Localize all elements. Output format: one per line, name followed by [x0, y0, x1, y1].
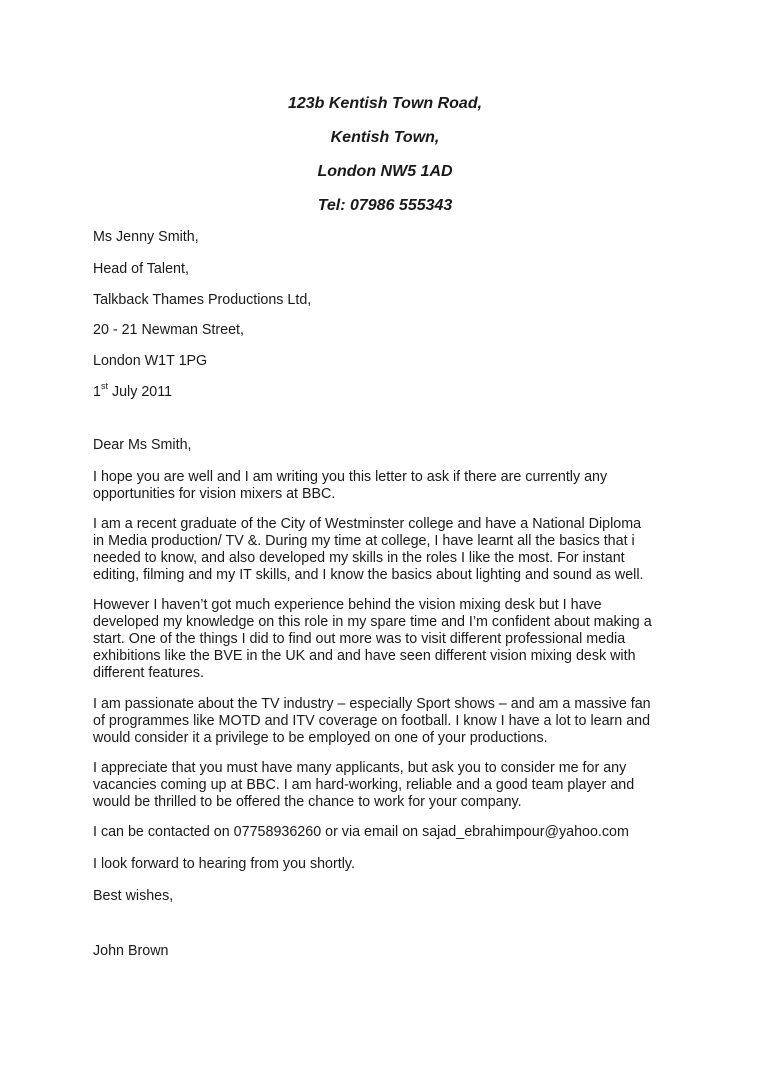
paragraph-line: would be thrilled to be offered the chance to work for your company.: [93, 794, 522, 810]
letter-date: [93, 381, 173, 401]
sender-address-tel: Tel: 07986 555343: [317, 197, 453, 214]
body-paragraph-1: [93, 469, 683, 503]
date-suffix: st: [100, 381, 108, 392]
recipient-title: Head of Talent,: [93, 261, 189, 277]
body-paragraph-3: [93, 597, 683, 682]
body-paragraph-5: [93, 760, 683, 811]
closing: Best wishes,: [93, 888, 174, 904]
paragraph-line: developed my knowledge on this role in my spare time and I’m confident about making a: [93, 614, 652, 630]
paragraph-line: I appreciate that you must have many applicants, but ask you to consider me for any: [93, 760, 627, 776]
paragraph-line: start. One of the things I did to find out more was to visit different professional media: [93, 631, 626, 647]
recipient-company: Talkback Thames Productions Ltd,: [93, 292, 312, 308]
body-paragraph-closing: [93, 856, 683, 873]
recipient-street: 20 - 21 Newman Street,: [93, 322, 244, 338]
paragraph-line: exhibitions like the BVE in the UK and and have seen different vision mixing desk with: [93, 648, 636, 664]
paragraph-line: different features.: [93, 665, 205, 681]
date-rest: July 2011: [107, 384, 173, 400]
recipient-city: London W1T 1PG: [93, 353, 208, 369]
body-paragraph-contact: [93, 824, 683, 841]
paragraph-line: I am a recent graduate of the City of Westminster college and have a National Diploma: [93, 516, 642, 532]
paragraph-line: I look forward to hearing from you shortly.: [93, 856, 355, 872]
body-paragraph-4: [93, 696, 683, 747]
body-paragraph-2: [93, 516, 683, 584]
salutation: Dear Ms Smith,: [93, 437, 192, 453]
paragraph-line: vacancies coming up at BBC. I am hard-working, reliable and a good team player and: [93, 777, 635, 793]
recipient-name: Ms Jenny Smith,: [93, 229, 199, 245]
paragraph-line: I can be contacted on 07758936260 or via email on sajad_ebrahimpour@yahoo.com: [93, 824, 629, 840]
paragraph-line: I hope you are well and I am writing you this letter to ask if there are currently any: [93, 469, 608, 485]
signature-name: John Brown: [93, 943, 169, 959]
sender-address-city: London NW5 1AD: [317, 163, 453, 180]
paragraph-line: editing, filming and my IT skills, and I know the basics about lighting and sound as well.: [93, 567, 644, 583]
paragraph-line: would consider it a privilege to be employed on one of your productions.: [93, 730, 548, 746]
paragraph-line: However I haven’t got much experience behind the vision mixing desk but I have: [93, 597, 602, 613]
sender-address-street: 123b Kentish Town Road,: [287, 95, 483, 112]
paragraph-line: needed to know, and also developed my skills in the roles I like the most. For instant: [93, 550, 625, 566]
paragraph-line: opportunities for vision mixers at BBC.: [93, 486, 336, 502]
sender-address-area: Kentish Town,: [330, 129, 440, 146]
paragraph-line: in Media production/ TV &. During my time at college, I have learnt all the basics that i: [93, 533, 635, 549]
paragraph-line: I am passionate about the TV industry – especially Sport shows – and am a massive fan: [93, 696, 651, 712]
paragraph-line: of programmes like MOTD and ITV coverage on football. I know I have a lot to learn and: [93, 713, 651, 729]
date-day: 1: [93, 384, 101, 400]
